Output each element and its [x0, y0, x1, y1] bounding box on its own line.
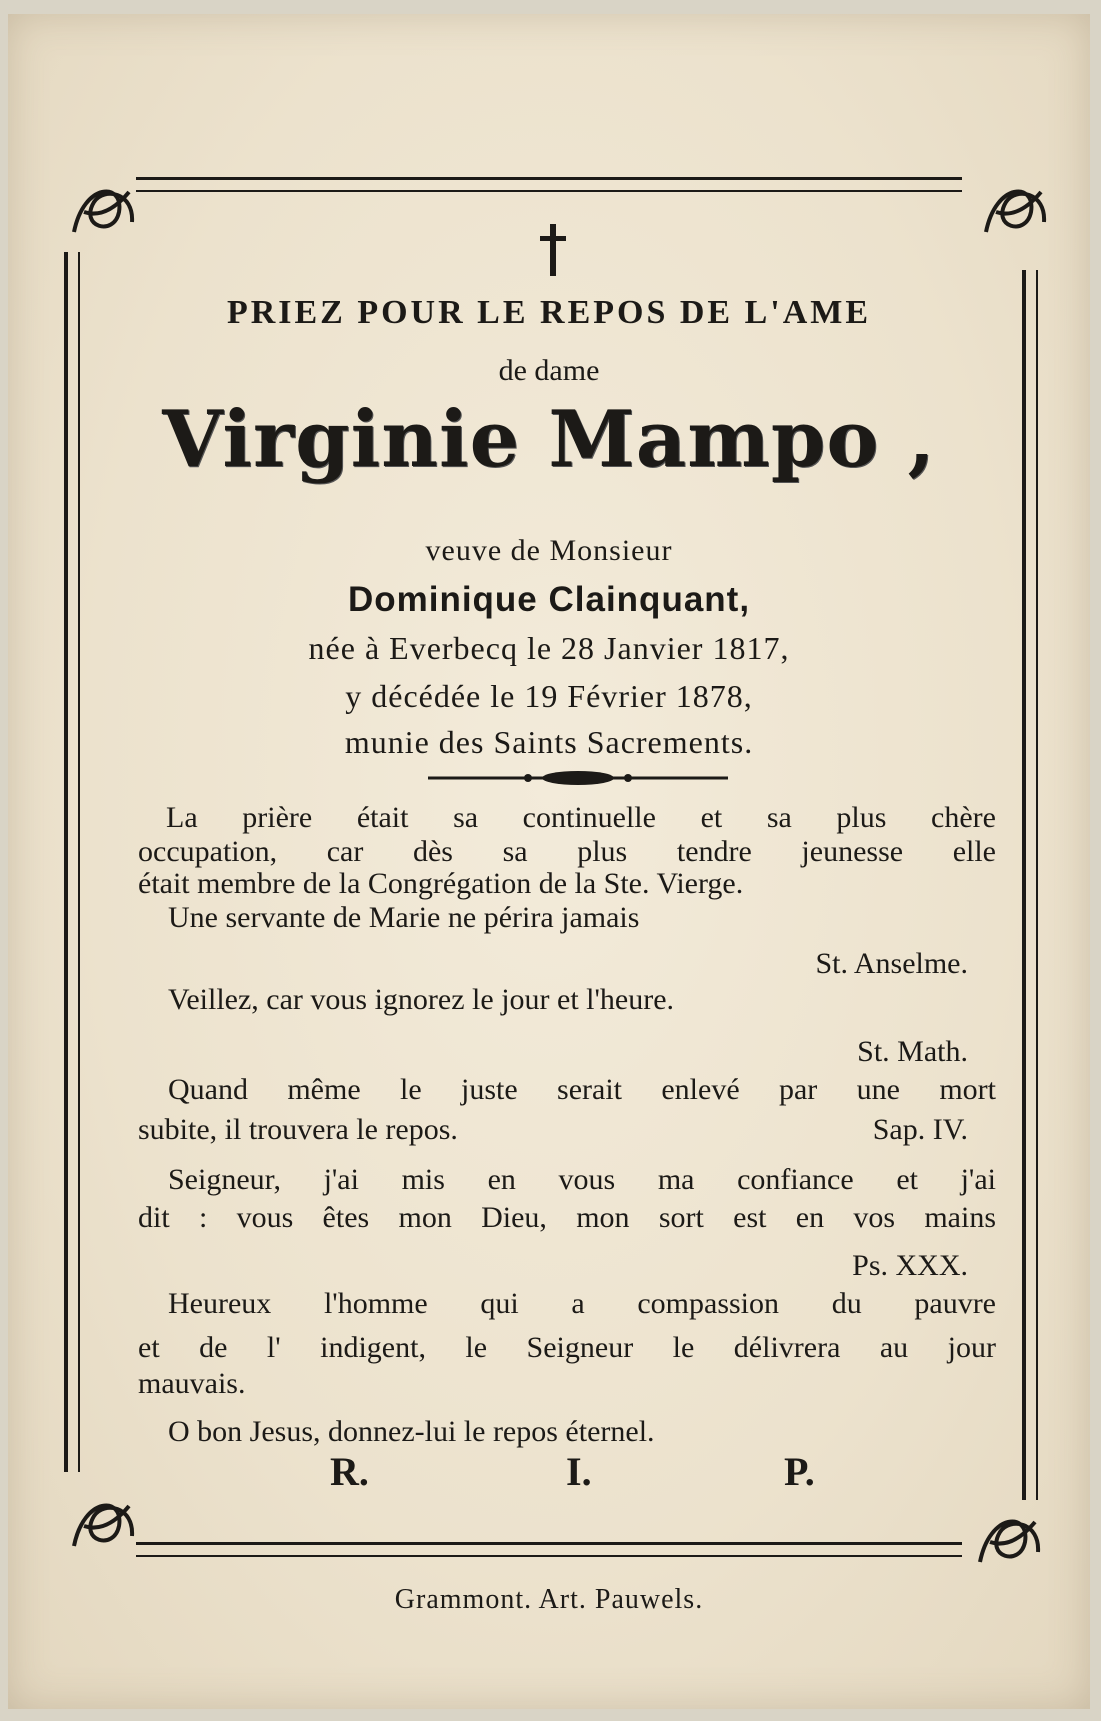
flourish-corner-icon: [64, 1486, 142, 1564]
rip-letter-i: I.: [566, 1449, 592, 1494]
widow-of-label: veuve de Monsieur: [425, 534, 673, 567]
rip-letter-p: P.: [784, 1449, 815, 1494]
text-line: dit : vous êtes mon Dieu, mon sort est en vos mains: [138, 1201, 996, 1234]
printer-credit: Grammont. Art. Pauwels.: [394, 1584, 704, 1615]
text-line: Heureux l'homme qui a compassion du pauvre: [168, 1287, 996, 1320]
text-line: subite, il trouvera le repos.: [138, 1113, 458, 1146]
citation: Ps. XXX.: [852, 1249, 968, 1282]
top-border-rule: [136, 177, 962, 192]
text-line: La prière était sa continuelle et sa plus chère: [166, 801, 996, 834]
deceased-name: Virginie Mampo ,: [162, 394, 936, 485]
flourish-corner-icon: [970, 1502, 1048, 1580]
closing-prayer: O bon Jesus, donnez-lui le repos éternel.: [168, 1415, 655, 1448]
text-line: Une servante de Marie ne périra jamais: [168, 901, 640, 934]
cross-icon: [538, 222, 568, 278]
text-line: et de l' indigent, le Seigneur le délivrera au jour: [138, 1331, 996, 1364]
sacraments-line: munie des Saints Sacrements.: [344, 724, 754, 760]
birth-line: née à Everbecq le 28 Janvier 1817,: [308, 630, 790, 666]
divider-ornament-icon: [428, 769, 728, 787]
text-line: Quand même le juste serait enlevé par une mort: [168, 1073, 996, 1106]
flourish-corner-icon: [976, 172, 1054, 250]
text-line: mauvais.: [138, 1367, 246, 1400]
text-line: était membre de la Congrégation de la Ste. Vierge.: [138, 867, 744, 900]
text-line: Seigneur, j'ai mis en vous ma confiance et j'ai: [168, 1163, 996, 1196]
memorial-card: [8, 14, 1090, 1709]
prayer-heading: PRIEZ POUR LE REPOS DE L'AME: [226, 294, 872, 331]
de-dame-label: de dame: [498, 354, 600, 387]
rip-letter-r: R.: [330, 1449, 369, 1494]
citation: St. Math.: [857, 1035, 968, 1068]
husband-name: Dominique Clainquant,: [347, 580, 751, 619]
text-line: Veillez, car vous ignorez le jour et l'heure.: [168, 983, 675, 1016]
flourish-corner-icon: [64, 172, 142, 250]
death-line: y décédée le 19 Février 1878,: [345, 678, 753, 714]
bottom-border-rule: [136, 1542, 962, 1557]
text-line: occupation, car dès sa plus tendre jeunesse elle: [138, 835, 996, 868]
citation: St. Anselme.: [815, 947, 968, 980]
citation: Sap. IV.: [872, 1113, 968, 1146]
